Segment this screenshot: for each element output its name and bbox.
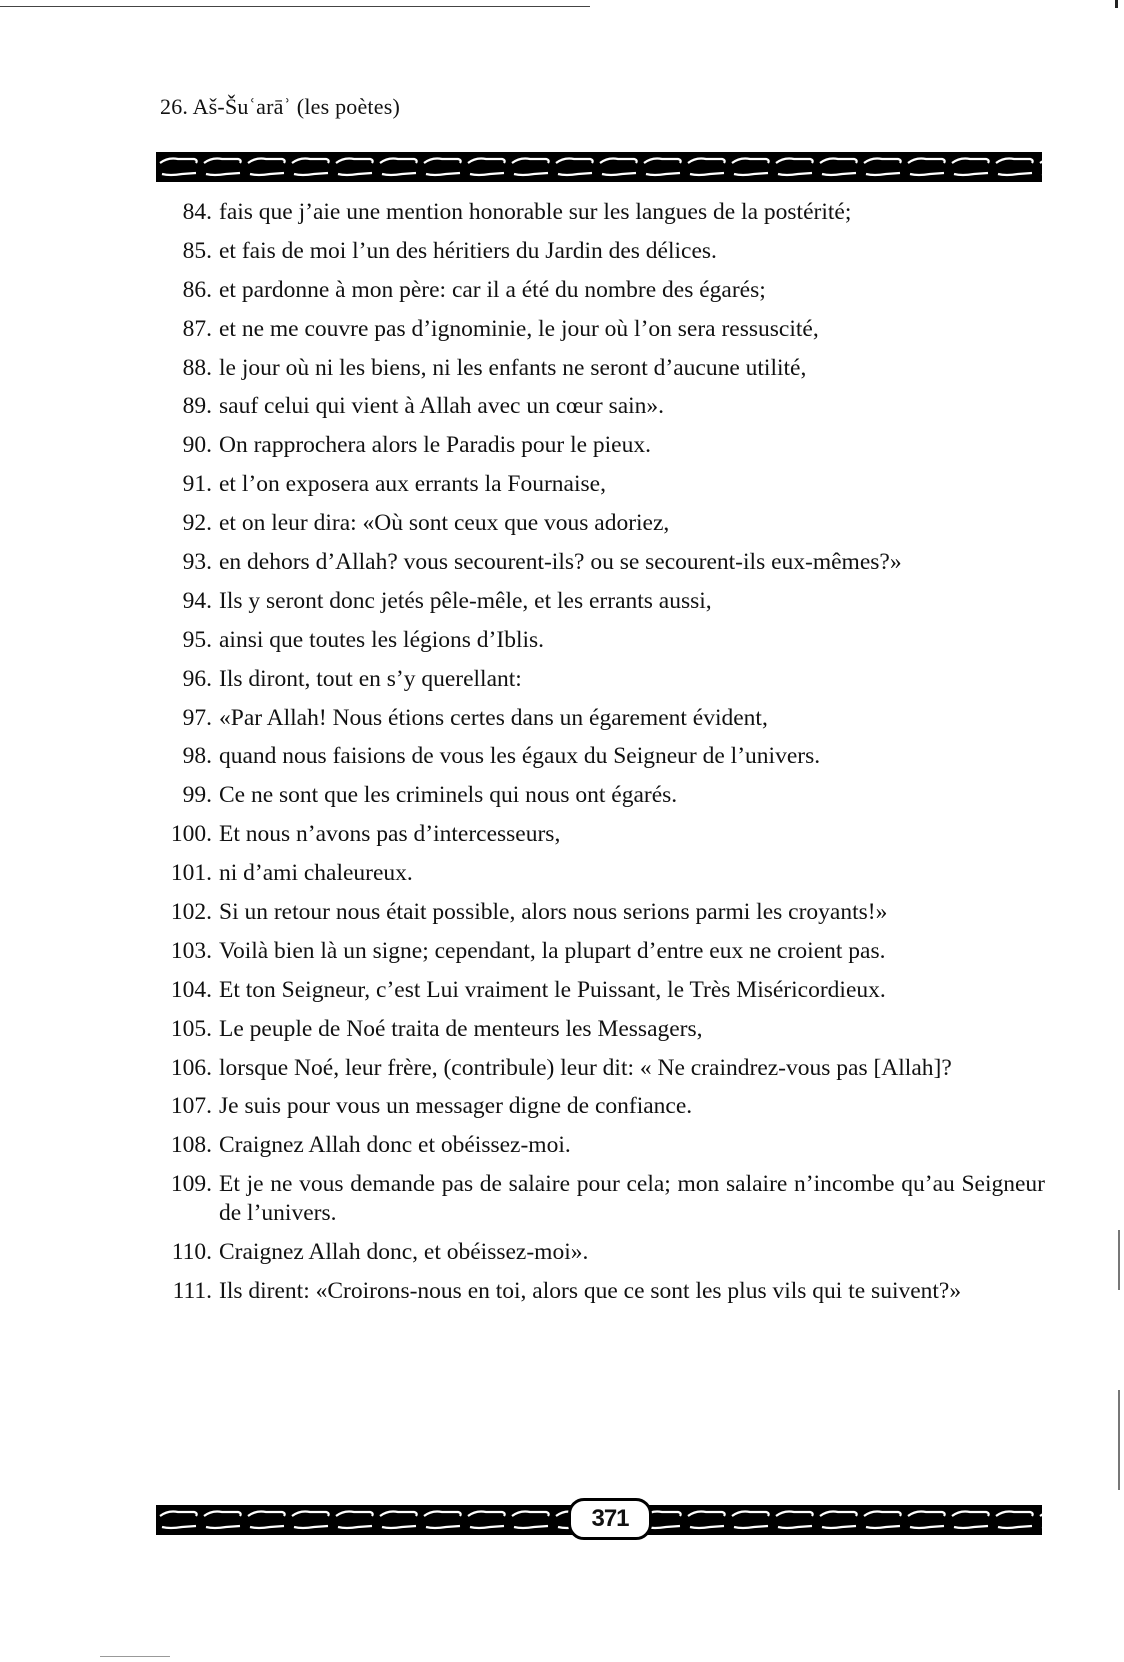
verse-number: 85. [182, 237, 212, 264]
verse-item [150, 1131, 1045, 1160]
verse-number: 103. [170, 937, 212, 964]
verse-text: et ne me couvre pas d’ignominie, le jour où l’on sera ressuscité, [219, 315, 819, 342]
verse-item [150, 315, 1045, 344]
verse-number: 106. [170, 1054, 212, 1081]
verse-text: ni d’ami chaleureux. [219, 860, 413, 887]
scan-top-rule [0, 6, 590, 7]
verse-number: 110. [171, 1239, 212, 1266]
verse-item [150, 1092, 1045, 1121]
verse-number: 93. [182, 549, 212, 576]
verse-number: 90. [182, 432, 212, 459]
verse-text: ainsi que toutes les légions d’Iblis. [219, 626, 545, 653]
verse-item [150, 704, 1045, 733]
verse-text: en dehors d’Allah? vous secourent-ils? ou se secourent-ils eux-mêmes?» [219, 549, 902, 576]
verse-text: et l’on exposera aux errants la Fournaise, [219, 471, 606, 498]
verse-text: le jour où ni les biens, ni les enfants ne seront d’aucune utilité, [219, 354, 807, 381]
verse-text: Ils dirent: «Croirons-nous en toi, alors que ce sont les plus vils qui te suivent?» [219, 1278, 962, 1305]
decorative-band-top [156, 152, 1042, 182]
verse-number: 89. [182, 393, 212, 420]
verse-number: 84. [182, 199, 212, 225]
verse-number: 94. [182, 587, 212, 614]
verse-text: «Par Allah! Nous étions certes dans un égarement évident, [219, 704, 768, 731]
verse-number: 87. [182, 315, 212, 342]
verse-text: sauf celui qui vient à Allah avec un cœur sain». [219, 393, 665, 420]
scan-edge-mark [1118, 1230, 1120, 1290]
verse-text: Si un retour nous était possible, alors nous serions parmi les croyants!» [219, 899, 888, 926]
verse-number: 98. [182, 743, 212, 770]
verse-item [150, 509, 1045, 538]
verse-item [150, 431, 1045, 460]
verse-number: 91. [182, 471, 212, 498]
verse-item [150, 548, 1045, 577]
verse-list [150, 198, 1045, 1316]
verse-item [150, 470, 1045, 499]
verse-text: et on leur dira: «Où sont ceux que vous adoriez, [219, 510, 670, 537]
verse-item [150, 859, 1045, 888]
verse-item [150, 937, 1045, 966]
verse-text: Ce ne sont que les criminels qui nous ont égarés. [219, 782, 678, 809]
verse-number: 88. [182, 354, 212, 381]
verse-text: fais que j’aie une mention honorable sur les langues de la postérité; [219, 199, 852, 225]
verse-number: 101. [170, 860, 212, 887]
verse-text: Ils y seront donc jetés pêle-mêle, et les errants aussi, [219, 587, 712, 614]
verse-item [150, 626, 1045, 655]
verse-text: et pardonne à mon père: car il a été du nombre des égarés; [219, 276, 766, 303]
verse-text: Craignez Allah donc et obéissez-moi. [219, 1132, 571, 1159]
verse-item [150, 354, 1045, 383]
scan-edge-mark [1118, 1390, 1120, 1490]
verse-item [150, 976, 1045, 1005]
verse-text: Le peuple de Noé traita de menteurs les Messagers, [219, 1015, 703, 1042]
verse-item [150, 1170, 1045, 1228]
verse-item [150, 820, 1045, 849]
verse-number: 96. [182, 665, 212, 692]
verse-number: 109. [170, 1171, 212, 1198]
verse-item [150, 665, 1045, 694]
verse-text: Voilà bien là un signe; cependant, la plupart d’entre eux ne croient pas. [219, 937, 886, 964]
scan-corner-mark [1115, 0, 1118, 8]
verse-text: Je suis pour vous un messager digne de confiance. [219, 1093, 693, 1120]
scan-bottom-rule [100, 1656, 170, 1657]
verse-number: 105. [170, 1015, 212, 1042]
verse-text: lorsque Noé, leur frère, (contribule) leur dit: « Ne craindrez-vous pas [Allah]? [219, 1054, 952, 1081]
verse-number: 97. [182, 704, 212, 731]
verse-text: Ils diront, tout en s’y querellant: [219, 665, 522, 692]
verse-item [150, 781, 1045, 810]
verse-number: 99. [182, 782, 212, 809]
verse-text: On rapprochera alors le Paradis pour le pieux. [219, 432, 651, 459]
verse-item [150, 898, 1045, 927]
verse-item [150, 587, 1045, 616]
page-number: 371 [568, 1498, 652, 1540]
ornament-chain-pattern [156, 152, 1042, 182]
verse-text: Et nous n’avons pas d’intercesseurs, [219, 821, 561, 848]
verse-text: Et ton Seigneur, c’est Lui vraiment le Puissant, le Très Miséricordieux. [219, 976, 886, 1003]
verse-number: 102. [170, 899, 212, 926]
verse-item [150, 198, 1045, 227]
verse-text: et fais de moi l’un des héritiers du Jardin des délices. [219, 237, 717, 264]
verse-number: 92. [182, 510, 212, 537]
verse-number: 95. [182, 626, 212, 653]
verse-item [150, 1277, 1045, 1306]
verse-number: 107. [170, 1093, 212, 1120]
verse-item [150, 1015, 1045, 1044]
verse-text: Et je ne vous demande pas de salaire pour cela; mon salaire n’incombe qu’au Seigneur de l’univers. [219, 1171, 1045, 1227]
verse-item [150, 1054, 1045, 1083]
verse-text: quand nous faisions de vous les égaux du Seigneur de l’univers. [219, 743, 821, 770]
verse-number: 111. [172, 1278, 212, 1305]
verse-item [150, 742, 1045, 771]
verse-item [150, 237, 1045, 266]
verse-item [150, 392, 1045, 421]
verse-text: Craignez Allah donc, et obéissez-moi». [219, 1239, 589, 1266]
verse-number: 100. [170, 821, 212, 848]
verse-number: 108. [170, 1132, 212, 1159]
verse-item [150, 276, 1045, 305]
page-header: 26. Aš-Šuʿarāʾ (les poètes) [160, 94, 400, 119]
verse-item [150, 1238, 1045, 1267]
verse-number: 104. [170, 976, 212, 1003]
verse-number: 86. [182, 276, 212, 303]
